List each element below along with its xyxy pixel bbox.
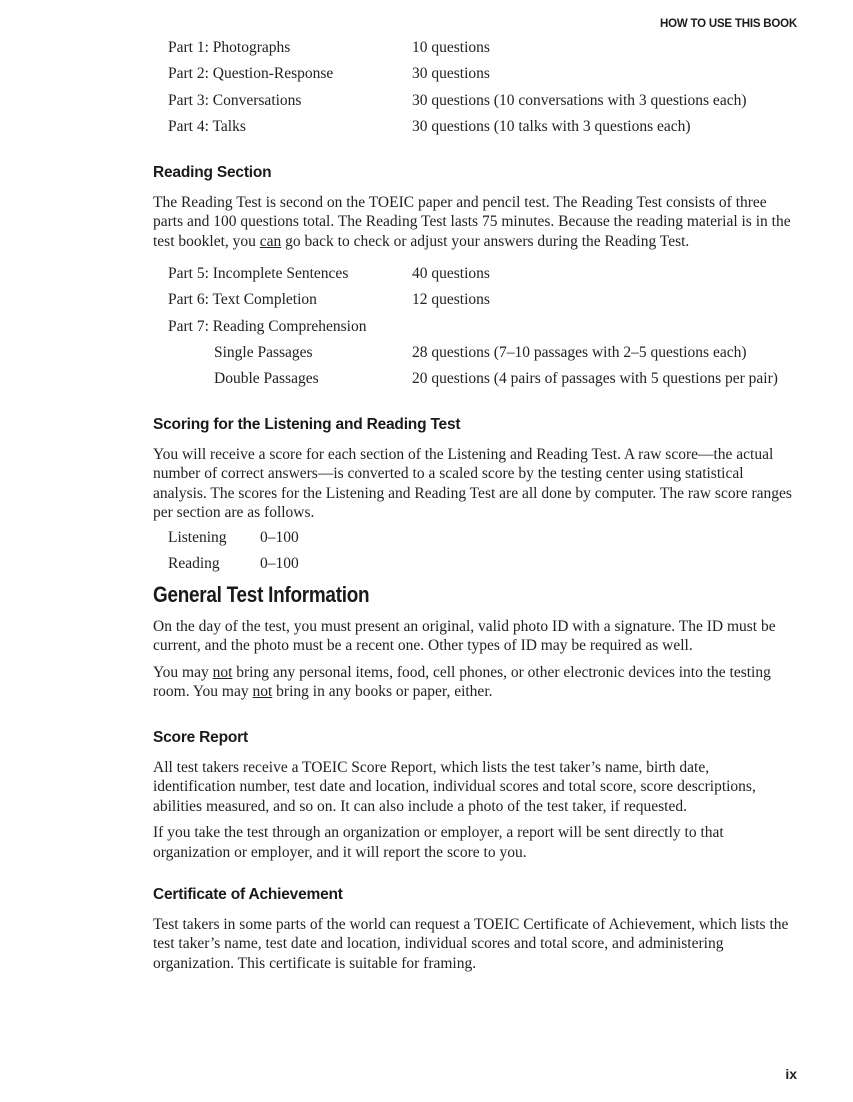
list-item: Part 5: Incomplete Sentences 40 questions: [168, 265, 490, 282]
list-item: Single Passages 28 questions (7–10 passages with 2–5 questions each): [214, 343, 747, 361]
section-heading: Reading Section: [153, 164, 272, 181]
paragraph: You will receive a score for each section of the Listening and Reading Test. A raw score—the actual number of correct answers—is converted to a scaled score by the testing center using statistical analysis. The scores for the Listening and Reading Test are all done by computer. The raw score ranges per section are as follows.: [153, 446, 792, 522]
paragraph: If you take the test through an organization or employer, a report will be sent directly to that organization or employer, and it will report the score to you.: [153, 824, 724, 861]
page-number: ix: [785, 1066, 797, 1082]
list-item: Part 7: Reading Comprehension: [168, 317, 367, 335]
section-heading: Certificate of Achievement: [153, 886, 343, 903]
paragraph: Test takers in some parts of the world can request a TOEIC Certificate of Achievement, which lists the test taker’s name, test date and location, individual scores and total score, and administering organization. This certificate is suitable for framing.: [153, 916, 789, 972]
score-report-section: [153, 729, 795, 862]
scoring-section: [153, 416, 795, 523]
list-item: Part 3: Conversations 30 questions (10 conversations with 3 questions each): [168, 91, 747, 109]
reading-parts-list: [153, 261, 795, 392]
list-item: Double Passages 20 questions (4 pairs of passages with 5 questions per pair): [214, 370, 778, 388]
paragraph: The Reading Test is second on the TOEIC paper and pencil test. The Reading Test consists of three parts and 100 questions total. The Reading Test lasts 75 minutes. Because the reading material is in the test booklet, you can go back to check or adjust your answers during the Reading Test.: [153, 194, 791, 250]
listening-parts-list: [153, 35, 795, 140]
paragraph: You may not bring any personal items, food, cell phones, or other electronic devices into the testing room. You may not bring in any books or paper, either.: [153, 663, 771, 701]
score-ranges-list: [153, 525, 795, 578]
list-item: Part 6: Text Completion 12 questions: [168, 291, 490, 309]
list-item: Reading 0–100: [168, 555, 299, 573]
running-head: HOW TO USE THIS BOOK: [660, 18, 797, 30]
list-item: Part 4: Talks 30 questions (10 talks with 3 questions each): [168, 117, 691, 135]
list-item: Part 2: Question-Response 30 questions: [168, 65, 490, 83]
certificate-section: [153, 886, 795, 973]
reading-section: [153, 164, 795, 251]
general-info-section: [153, 582, 795, 702]
list-item: Listening 0–100: [168, 529, 299, 546]
section-heading: Scoring for the Listening and Reading Test: [153, 416, 461, 433]
paragraph: On the day of the test, you must present an original, valid photo ID with a signature. The ID must be current, and the photo must be a recent one. Other types of ID may be required as well.: [153, 618, 776, 655]
section-heading: Score Report: [153, 729, 248, 746]
paragraph: All test takers receive a TOEIC Score Report, which lists the test taker’s name, birth date, identification number, test date and location, individual scores and total score, score descriptions, abilities measured, and so on. It can also include a photo of the test taker, if requested.: [153, 759, 756, 815]
page-title: General Test Information: [153, 582, 370, 607]
list-item: Part 1: Photographs 10 questions: [168, 39, 490, 56]
